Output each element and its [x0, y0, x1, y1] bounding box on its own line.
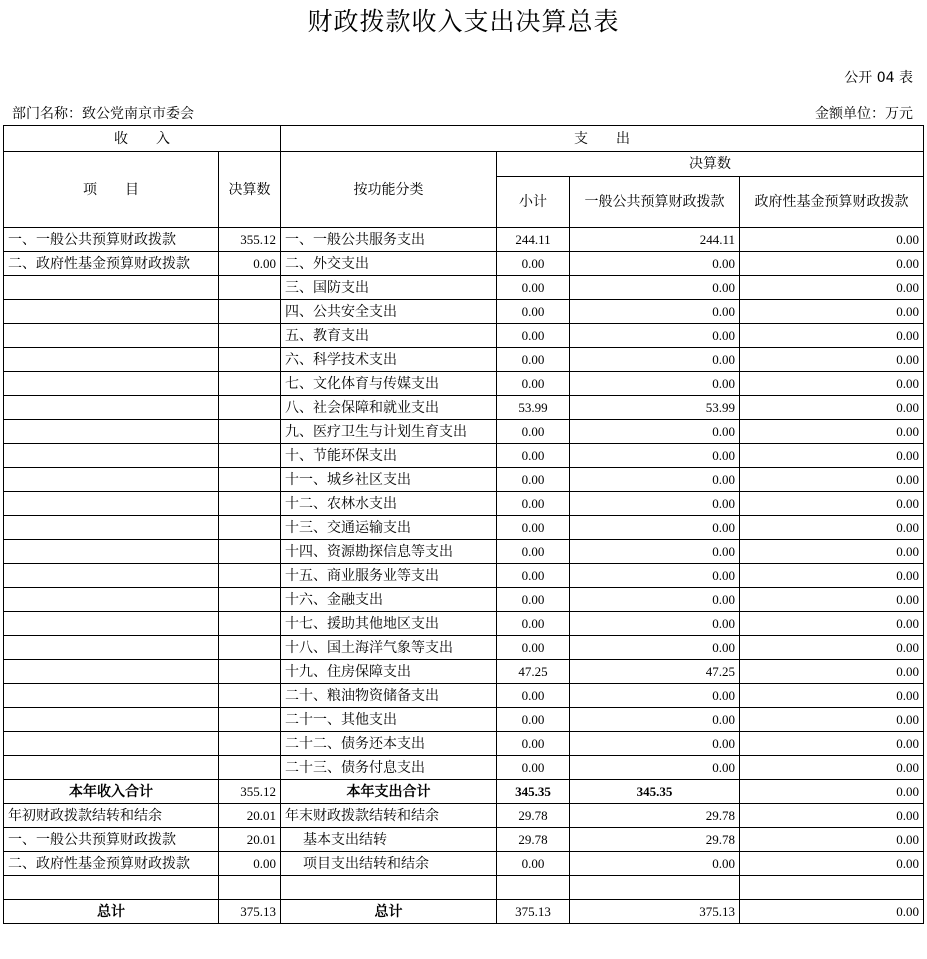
carry-row [4, 828, 924, 852]
expense-subtotal: 29.78 [497, 804, 570, 828]
income-item [4, 684, 219, 708]
table-row [4, 660, 924, 684]
blank-row [4, 876, 924, 900]
income-amount [219, 420, 281, 444]
expense-gov-fund: 0.00 [740, 852, 924, 876]
table-row [4, 420, 924, 444]
expense-subtotal: 0.00 [497, 372, 570, 396]
blank-cell [281, 876, 497, 900]
expense-gov-fund: 0.00 [740, 516, 924, 540]
expense-subtotal: 0.00 [497, 612, 570, 636]
amount-unit: 金额单位：万元 [815, 106, 913, 122]
expense-subtotal: 0.00 [497, 708, 570, 732]
blank-cell [4, 876, 219, 900]
expense-gov-fund: 0.00 [740, 420, 924, 444]
expense-subtotal: 0.00 [497, 492, 570, 516]
income-amount [219, 324, 281, 348]
income-item [4, 612, 219, 636]
expense-gov-fund: 0.00 [740, 564, 924, 588]
table-row [4, 324, 924, 348]
expense-gov-fund: 0.00 [740, 324, 924, 348]
income-item: 总计 [4, 900, 219, 924]
income-item: 本年收入合计 [4, 780, 219, 804]
expense-subtotal: 0.00 [497, 324, 570, 348]
report-title: 财政拨款收入支出决算总表 [307, 7, 620, 36]
expense-gov-fund: 0.00 [740, 732, 924, 756]
income-item: 一、一般公共预算财政拨款 [4, 828, 219, 852]
table-row [4, 372, 924, 396]
expense-gov-fund: 0.00 [740, 780, 924, 804]
expense-general-budget: 0.00 [570, 516, 740, 540]
expense-gov-fund: 0.00 [740, 684, 924, 708]
expense-gov-fund: 0.00 [740, 756, 924, 780]
income-amount [219, 684, 281, 708]
expense-item: 基本支出结转 [281, 828, 497, 852]
expense-subtotal: 0.00 [497, 732, 570, 756]
expense-gov-fund: 0.00 [740, 588, 924, 612]
table-row [4, 540, 924, 564]
income-amount [219, 516, 281, 540]
expense-subtotal: 47.25 [497, 660, 570, 684]
income-amount [219, 660, 281, 684]
income-item [4, 396, 219, 420]
income-item: 二、政府性基金预算财政拨款 [4, 852, 219, 876]
expense-gov-fund: 0.00 [740, 540, 924, 564]
income-item [4, 540, 219, 564]
expense-item: 四、公共安全支出 [281, 300, 497, 324]
expense-subtotal: 0.00 [497, 348, 570, 372]
income-header: 收 入 [4, 126, 281, 152]
expense-item: 一、一般公共服务支出 [281, 228, 497, 252]
expense-gov-fund: 0.00 [740, 372, 924, 396]
item-header: 项 目 [4, 152, 219, 228]
table-row [4, 732, 924, 756]
table-row [4, 348, 924, 372]
expense-item: 六、科学技术支出 [281, 348, 497, 372]
income-amount: 0.00 [219, 852, 281, 876]
carry-row [4, 852, 924, 876]
income-amount [219, 612, 281, 636]
expense-gov-fund: 0.00 [740, 444, 924, 468]
expense-general-budget: 0.00 [570, 732, 740, 756]
expense-gov-fund: 0.00 [740, 828, 924, 852]
expense-gov-fund: 0.00 [740, 612, 924, 636]
expense-general-budget: 0.00 [570, 612, 740, 636]
income-item [4, 732, 219, 756]
expense-general-budget: 0.00 [570, 492, 740, 516]
expense-general-budget: 0.00 [570, 636, 740, 660]
income-item [4, 300, 219, 324]
expense-general-budget: 0.00 [570, 564, 740, 588]
income-amount [219, 588, 281, 612]
expense-item: 十、节能环保支出 [281, 444, 497, 468]
expense-general-budget: 0.00 [570, 300, 740, 324]
expense-general-budget: 29.78 [570, 828, 740, 852]
expense-item: 十三、交通运输支出 [281, 516, 497, 540]
income-item [4, 468, 219, 492]
expense-subtotal: 0.00 [497, 516, 570, 540]
expense-subtotal: 53.99 [497, 396, 570, 420]
income-item [4, 444, 219, 468]
income-amount: 355.12 [219, 780, 281, 804]
table-row [4, 684, 924, 708]
income-amount [219, 492, 281, 516]
expense-gov-fund: 0.00 [740, 804, 924, 828]
income-amount [219, 468, 281, 492]
expense-item: 十二、农林水支出 [281, 492, 497, 516]
income-item: 二、政府性基金预算财政拨款 [4, 252, 219, 276]
department-name: 部门名称：致公党南京市委会 [12, 106, 194, 122]
income-item [4, 564, 219, 588]
income-amount [219, 636, 281, 660]
table-row [4, 468, 924, 492]
expense-item: 项目支出结转和结余 [281, 852, 497, 876]
expense-subtotal: 29.78 [497, 828, 570, 852]
expense-item: 九、医疗卫生与计划生育支出 [281, 420, 497, 444]
income-item [4, 372, 219, 396]
expense-gov-fund: 0.00 [740, 252, 924, 276]
expense-general-budget: 0.00 [570, 468, 740, 492]
expense-general-budget: 0.00 [570, 420, 740, 444]
income-amount: 355.12 [219, 228, 281, 252]
expense-item: 本年支出合计 [281, 780, 497, 804]
func-class-header: 按功能分类 [281, 152, 497, 228]
expense-item: 十八、国土海洋气象等支出 [281, 636, 497, 660]
income-amount: 0.00 [219, 252, 281, 276]
expense-general-budget: 244.11 [570, 228, 740, 252]
blank-cell [740, 876, 924, 900]
grand-total-row [4, 900, 924, 924]
expense-subtotal: 0.00 [497, 468, 570, 492]
expense-gov-fund: 0.00 [740, 900, 924, 924]
expense-general-budget: 345.35 [570, 780, 740, 804]
table-row [4, 492, 924, 516]
income-amount [219, 756, 281, 780]
table-row [4, 636, 924, 660]
table-row [4, 228, 924, 252]
expense-general-budget: 0.00 [570, 324, 740, 348]
expense-general-budget: 0.00 [570, 756, 740, 780]
amount-header: 决算数 [219, 152, 281, 228]
expense-general-budget: 53.99 [570, 396, 740, 420]
expense-item: 十七、援助其他地区支出 [281, 612, 497, 636]
expense-item: 七、文化体育与传媒支出 [281, 372, 497, 396]
income-item [4, 324, 219, 348]
expense-item: 十九、住房保障支出 [281, 660, 497, 684]
blank-cell [570, 876, 740, 900]
expense-subtotal: 0.00 [497, 564, 570, 588]
year-total-row [4, 780, 924, 804]
table-row [4, 300, 924, 324]
expense-general-budget: 0.00 [570, 372, 740, 396]
expense-subtotal: 0.00 [497, 420, 570, 444]
income-amount [219, 732, 281, 756]
income-amount [219, 540, 281, 564]
table-row [4, 612, 924, 636]
expense-item: 十六、金融支出 [281, 588, 497, 612]
expense-item: 五、教育支出 [281, 324, 497, 348]
expense-subtotal: 0.00 [497, 588, 570, 612]
expense-gov-fund: 0.00 [740, 492, 924, 516]
income-item [4, 516, 219, 540]
expense-subtotal: 375.13 [497, 900, 570, 924]
income-amount [219, 300, 281, 324]
expense-gov-fund: 0.00 [740, 228, 924, 252]
expense-general-budget: 0.00 [570, 252, 740, 276]
income-item [4, 756, 219, 780]
table-row [4, 756, 924, 780]
table-row [4, 588, 924, 612]
expense-general-budget: 0.00 [570, 588, 740, 612]
expense-item: 二、外交支出 [281, 252, 497, 276]
income-item [4, 276, 219, 300]
expense-subtotal: 0.00 [497, 540, 570, 564]
income-amount [219, 564, 281, 588]
expense-gov-fund: 0.00 [740, 468, 924, 492]
income-item [4, 636, 219, 660]
income-amount [219, 708, 281, 732]
expense-item: 三、国防支出 [281, 276, 497, 300]
expense-general-budget: 47.25 [570, 660, 740, 684]
income-amount [219, 396, 281, 420]
income-item: 年初财政拨款结转和结余 [4, 804, 219, 828]
expense-general-budget: 375.13 [570, 900, 740, 924]
income-item [4, 588, 219, 612]
income-item [4, 492, 219, 516]
income-amount [219, 276, 281, 300]
expense-subtotal: 0.00 [497, 276, 570, 300]
income-amount [219, 372, 281, 396]
expense-item: 八、社会保障和就业支出 [281, 396, 497, 420]
expense-item: 总计 [281, 900, 497, 924]
expense-general-budget: 0.00 [570, 684, 740, 708]
income-amount: 20.01 [219, 804, 281, 828]
table-row [4, 708, 924, 732]
expense-item: 二十三、债务付息支出 [281, 756, 497, 780]
table-row [4, 252, 924, 276]
income-amount [219, 444, 281, 468]
expense-subtotal: 0.00 [497, 300, 570, 324]
expense-item: 年末财政拨款结转和结余 [281, 804, 497, 828]
expense-gov-fund: 0.00 [740, 396, 924, 420]
income-item [4, 660, 219, 684]
table-row [4, 564, 924, 588]
income-item [4, 708, 219, 732]
header-row-2 [4, 152, 924, 177]
expense-general-budget: 0.00 [570, 540, 740, 564]
expense-item: 二十二、债务还本支出 [281, 732, 497, 756]
expense-general-budget: 0.00 [570, 708, 740, 732]
header-row-1 [4, 126, 924, 152]
subtotal-header: 小计 [497, 177, 570, 228]
expense-subtotal: 0.00 [497, 684, 570, 708]
expense-general-budget: 0.00 [570, 852, 740, 876]
expense-general-budget: 29.78 [570, 804, 740, 828]
expense-general-budget: 0.00 [570, 276, 740, 300]
expense-subtotal: 0.00 [497, 852, 570, 876]
expense-gov-fund: 0.00 [740, 636, 924, 660]
income-amount: 375.13 [219, 900, 281, 924]
expense-header: 支 出 [281, 126, 924, 152]
final-amount-header: 决算数 [497, 152, 924, 177]
income-item [4, 420, 219, 444]
income-amount: 20.01 [219, 828, 281, 852]
form-number: 公开 04 表 [844, 70, 913, 86]
table-row [4, 276, 924, 300]
expense-subtotal: 0.00 [497, 756, 570, 780]
income-item [4, 348, 219, 372]
expense-subtotal: 345.35 [497, 780, 570, 804]
expense-subtotal: 0.00 [497, 444, 570, 468]
blank-cell [219, 876, 281, 900]
expense-item: 十四、资源勘探信息等支出 [281, 540, 497, 564]
expense-gov-fund: 0.00 [740, 300, 924, 324]
expense-gov-fund: 0.00 [740, 660, 924, 684]
expense-gov-fund: 0.00 [740, 276, 924, 300]
expense-gov-fund: 0.00 [740, 348, 924, 372]
general-budget-header: 一般公共预算财政拨款 [570, 177, 740, 228]
expense-item: 十一、城乡社区支出 [281, 468, 497, 492]
expense-subtotal: 0.00 [497, 636, 570, 660]
table-row [4, 444, 924, 468]
expense-item: 二十、粮油物资储备支出 [281, 684, 497, 708]
expense-gov-fund: 0.00 [740, 708, 924, 732]
income-amount [219, 348, 281, 372]
table-row [4, 396, 924, 420]
blank-cell [497, 876, 570, 900]
expense-item: 十五、商业服务业等支出 [281, 564, 497, 588]
income-item: 一、一般公共预算财政拨款 [4, 228, 219, 252]
expense-item: 二十一、其他支出 [281, 708, 497, 732]
table-row [4, 516, 924, 540]
gov-fund-header: 政府性基金预算财政拨款 [740, 177, 924, 228]
expense-subtotal: 244.11 [497, 228, 570, 252]
expense-subtotal: 0.00 [497, 252, 570, 276]
expense-general-budget: 0.00 [570, 444, 740, 468]
budget-table [3, 125, 924, 924]
carry-row [4, 804, 924, 828]
expense-general-budget: 0.00 [570, 348, 740, 372]
